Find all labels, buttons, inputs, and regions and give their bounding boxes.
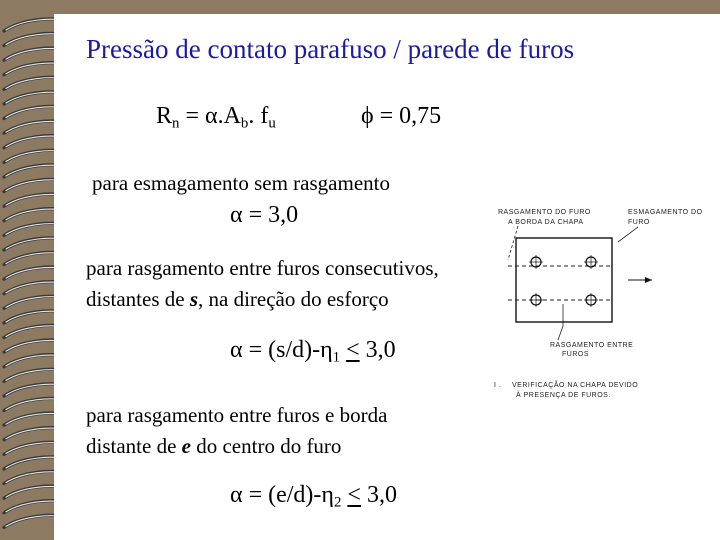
case2-line1: para rasgamento entre furos consecutivos,: [86, 256, 439, 280]
fig-label-crushing-2: FURO: [628, 219, 650, 226]
case2-formula-sub: 1: [332, 349, 341, 366]
formula-eq1: = α.A: [179, 103, 241, 129]
fig-caption-number: I .: [494, 382, 502, 389]
fig-plate: [516, 238, 612, 322]
case1-alpha: α = 3,0: [230, 202, 299, 228]
case3-line2-pre: distante de: [86, 434, 182, 458]
formula-eq2: . f: [248, 103, 269, 129]
fig-label-edge-tear-1: RASGAMENTO DO FURO: [498, 209, 591, 216]
resistance-formula: [156, 103, 276, 132]
case3-leq: <: [347, 482, 361, 508]
phi-value: ϕ = 0,75: [361, 103, 442, 129]
bearing-failure-figure: [478, 200, 718, 410]
case3-line1: para rasgamento entre furos e borda: [86, 403, 388, 427]
case2-formula: [230, 337, 396, 366]
fig-label-between-2: FUROS: [562, 351, 589, 358]
fig-force-arrowhead: [645, 277, 652, 283]
case3-formula: [230, 482, 397, 511]
formula-r-sub: n: [172, 115, 180, 132]
formula-a-sub: b: [240, 115, 249, 132]
case3-formula-sub: 2: [333, 494, 342, 511]
case2-formula-pre: α = (s/d)-η: [230, 337, 333, 363]
fig-caption-1: VERIFICAÇÃO NA CHAPA DEVIDO: [512, 382, 639, 389]
case2-formula-post: 3,0: [359, 337, 396, 363]
case1-label: para esmagamento sem rasgamento: [92, 171, 390, 195]
fig-leader-crush: [618, 227, 638, 242]
fig-label-edge-tear-2: A BORDA DA CHAPA: [508, 219, 584, 226]
page-title: Pressão de contato parafuso / parede de furos: [86, 34, 575, 64]
fig-caption-2: À PRESENÇA DE FUROS.: [516, 392, 611, 399]
case3-formula-pre: α = (e/d)-η: [230, 482, 334, 508]
fig-label-between-1: RASGAMENTO ENTRE: [550, 342, 634, 349]
case3-formula-post: 3,0: [360, 482, 397, 508]
formula-f-sub: u: [268, 115, 276, 132]
case2-line2-pre: distantes de: [86, 287, 190, 311]
case3-var: e: [181, 434, 191, 458]
case2-line2: [86, 287, 389, 312]
fig-label-crushing-1: ESMAGAMENTO DO: [628, 209, 703, 216]
formula-r: R: [156, 103, 173, 129]
case2-var: s: [189, 287, 198, 311]
case3-line2-post: do centro do furo: [190, 434, 342, 458]
case2-line2-post: , na direção do esforço: [198, 287, 389, 311]
case3-line2: [86, 434, 341, 459]
case2-leq: <: [346, 337, 360, 363]
